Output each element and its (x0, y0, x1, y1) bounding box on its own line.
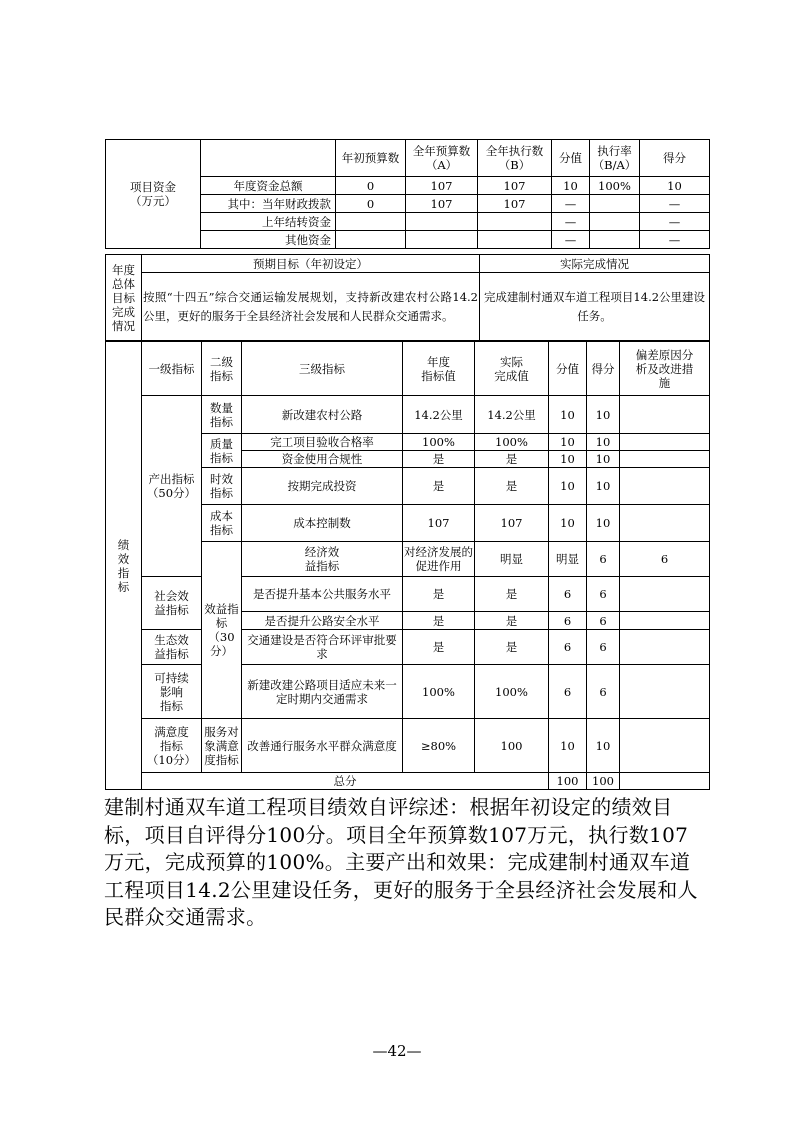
table-row (106, 630, 710, 665)
funds-label: 项目资金 （万元） (106, 140, 201, 249)
indicator-score: 10 (587, 434, 620, 451)
indicator-name: 完工项目验收合格率 (242, 434, 403, 451)
funds-cell (336, 213, 406, 231)
funds-cell (336, 231, 406, 249)
indicator-actual: 是 (475, 577, 549, 612)
quality-level2: 质量 指标 (202, 434, 242, 468)
indicator-name: 改善通行服务水平群众满意度 (242, 719, 403, 773)
funds-header-score: 得分 (640, 140, 710, 177)
indicator-actual: 明显 (549, 542, 587, 577)
table-row (106, 396, 710, 434)
indicator-name: 交通建设是否符合环评审批要求 (242, 630, 403, 665)
funds-table (105, 139, 710, 249)
indicator-name: 资金使用合规性 (242, 451, 403, 468)
indicator-name: 是否提升公路安全水平 (242, 612, 403, 630)
indicator-deviation (620, 665, 710, 719)
funds-row-name: 上年结转资金 (201, 213, 336, 231)
funds-cell: 10 (640, 177, 710, 195)
indicator-target: 107 (403, 505, 475, 542)
funds-cell: — (640, 231, 710, 249)
indicator-target: 是 (403, 451, 475, 468)
indicator-score-value: 10 (549, 396, 587, 434)
indicator-actual: 是 (475, 630, 549, 665)
funds-cell: — (640, 195, 710, 213)
funds-cell: — (552, 213, 590, 231)
indicator-score-value: 6 (549, 630, 587, 665)
indicator-name: 按期完成投资 (242, 468, 403, 505)
ecological-level2: 生态效 益指标 (142, 630, 202, 665)
total-label: 总分 (142, 773, 549, 790)
funds-row-name: 其中：当年财政拨款 (201, 195, 336, 213)
indicator-score-value: 10 (549, 719, 587, 773)
indicator-score: 10 (587, 505, 620, 542)
indicator-actual: 100% (475, 665, 549, 719)
indicator-score-value: 6 (549, 665, 587, 719)
total-row (106, 773, 710, 790)
timeliness-level2: 时效 指标 (202, 468, 242, 505)
indicator-deviation (620, 396, 710, 434)
indicators-header-row (106, 342, 710, 396)
indicator-target: 明显 (475, 542, 549, 577)
indicator-target: 是 (403, 612, 475, 630)
funds-cell: — (552, 231, 590, 249)
indicator-score-value: 10 (549, 505, 587, 542)
indicators-table (105, 341, 710, 790)
indicator-actual: 100% (475, 434, 549, 451)
funds-header-score-value: 分值 (552, 140, 590, 177)
funds-cell: 107 (478, 195, 552, 213)
indicator-score: 10 (587, 468, 620, 505)
indicator-name: 新改建农村公路 (242, 396, 403, 434)
indicator-target: 14.2公里 (403, 396, 475, 434)
goals-actual-text: 完成建制村通双车道工程项目14.2公里建设任务。 (480, 273, 710, 341)
funds-cell (590, 231, 640, 249)
economic-level2: 经济效 益指标 (242, 542, 403, 577)
indicator-score-value: 6 (549, 612, 587, 630)
indicator-actual: 是 (475, 468, 549, 505)
header-score: 得分 (587, 342, 620, 396)
indicator-score-value: 6 (587, 542, 620, 577)
funds-cell (478, 231, 552, 249)
indicator-score-value: 10 (549, 451, 587, 468)
indicator-target: 100% (403, 434, 475, 451)
header-level3: 三级指标 (242, 342, 403, 396)
indicator-deviation (620, 577, 710, 612)
indicator-target: 是 (403, 630, 475, 665)
header-level2: 二级 指标 (202, 342, 242, 396)
indicator-target: 是 (403, 577, 475, 612)
sustainable-level2: 可持续 影响 指标 (142, 665, 202, 719)
indicator-score: 6 (620, 542, 710, 577)
funds-cell: — (552, 195, 590, 213)
indicator-deviation (620, 451, 710, 468)
indicator-actual: 14.2公里 (475, 396, 549, 434)
indicator-score: 6 (587, 665, 620, 719)
indicators-side-label: 绩 效 指 标 (106, 342, 142, 790)
goals-actual-header: 实际完成情况 (480, 255, 710, 273)
funds-header-blank (201, 140, 336, 177)
indicator-score: 10 (587, 396, 620, 434)
indicator-deviation (620, 468, 710, 505)
goals-expected-text: 按照“十四五”综合交通运输发展规划，支持新改建农村公路14.2公里，更好的服务于全县经济社会发展和人民群众交通需求。 (142, 273, 480, 341)
table-row (106, 719, 710, 773)
indicator-score-value: 10 (549, 434, 587, 451)
indicator-name: 成本控制数 (242, 505, 403, 542)
social-level2: 社会效 益指标 (142, 577, 202, 630)
goals-expected-header: 预期目标（年初设定） (142, 255, 480, 273)
indicator-actual: 107 (475, 505, 549, 542)
indicator-name: 新建改建公路项目适应未来一定时期内交通需求 (242, 665, 403, 719)
funds-cell: 0 (336, 195, 406, 213)
indicator-target: 是 (403, 468, 475, 505)
quantity-level2: 数量 指标 (202, 396, 242, 434)
cost-level2: 成本 指标 (202, 505, 242, 542)
indicator-deviation (620, 505, 710, 542)
table-row (106, 577, 710, 612)
indicator-actual: 是 (475, 451, 549, 468)
funds-cell (590, 213, 640, 231)
funds-cell (478, 213, 552, 231)
funds-cell (406, 213, 478, 231)
funds-cell: 107 (406, 195, 478, 213)
indicator-target: 100% (403, 665, 475, 719)
benefit-level1: 效益指标 （30分） (202, 542, 242, 719)
table-row (106, 665, 710, 719)
funds-cell: — (640, 213, 710, 231)
indicator-deviation (620, 434, 710, 451)
funds-cell: 107 (406, 177, 478, 195)
output-level1: 产出指标 （50分） (142, 396, 202, 577)
indicator-score: 10 (587, 719, 620, 773)
indicator-name: 对经济发展的促进作用 (403, 542, 475, 577)
goals-label: 年度 总体 目标 完成 情况 (106, 255, 142, 341)
funds-cell: 107 (478, 177, 552, 195)
indicator-score-value: 10 (549, 468, 587, 505)
page-number: —42— (372, 1042, 422, 1060)
funds-cell (406, 231, 478, 249)
funds-header-annual-execution: 全年执行数 （B） (478, 140, 552, 177)
total-score-value: 100 (549, 773, 587, 790)
indicator-score: 6 (587, 612, 620, 630)
indicator-score: 6 (587, 630, 620, 665)
funds-cell: 10 (552, 177, 590, 195)
indicator-deviation (620, 630, 710, 665)
funds-header-annual-budget: 全年预算数 （A） (406, 140, 478, 177)
summary-paragraph: 建制村通双车道工程项目绩效自评综述：根据年初设定的绩效目标，项目自评得分100分。项目全年预算数107万元，执行数107万元，完成预算的100%。主要产出和效果：完成建制村通双车道工程项目14.2公里建设任务，更好的服务于全县经济社会发展和人民群众交通需求。 (104, 795, 698, 929)
funds-header-execution-rate: 执行率 （B/A） (590, 140, 640, 177)
goals-table (105, 254, 710, 341)
indicator-deviation (620, 612, 710, 630)
total-deviation (620, 773, 710, 790)
indicator-score: 6 (587, 577, 620, 612)
header-deviation: 偏差原因分 析及改进措 施 (620, 342, 710, 396)
satisfaction-level1: 满意度 指标 （10分） (142, 719, 202, 773)
funds-cell: 0 (336, 177, 406, 195)
funds-row-name: 年度资金总额 (201, 177, 336, 195)
indicator-score: 10 (587, 451, 620, 468)
satisfaction-level2: 服务对 象满意 度指标 (202, 719, 242, 773)
header-score-value: 分值 (549, 342, 587, 396)
indicator-target: ≥80% (403, 719, 475, 773)
indicator-name: 是否提升基本公共服务水平 (242, 577, 403, 612)
header-annual-target: 年度 指标值 (403, 342, 475, 396)
funds-row-name: 其他资金 (201, 231, 336, 249)
total-score: 100 (587, 773, 620, 790)
funds-header-initial-budget: 年初预算数 (336, 140, 406, 177)
funds-cell (590, 195, 640, 213)
indicator-score-value: 6 (549, 577, 587, 612)
header-actual-value: 实际 完成值 (475, 342, 549, 396)
header-level1: 一级指标 (142, 342, 202, 396)
indicator-actual: 是 (475, 612, 549, 630)
indicator-actual: 100 (475, 719, 549, 773)
funds-cell: 100% (590, 177, 640, 195)
indicator-deviation (620, 719, 710, 773)
